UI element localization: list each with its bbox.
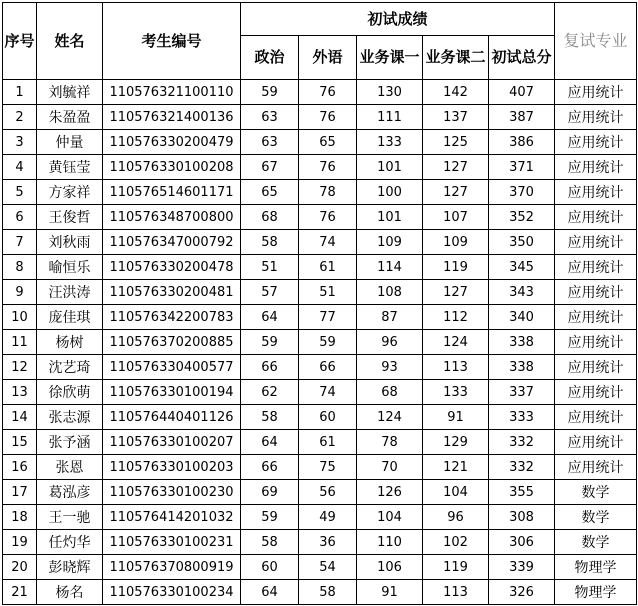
cell-id: 110576330100203: [103, 455, 241, 480]
cell-seq: 21: [3, 580, 37, 605]
cell-id: 110576514601171: [103, 180, 241, 205]
cell-course1: 124: [357, 405, 423, 430]
cell-name: 王俊哲: [37, 205, 103, 230]
cell-politics: 64: [241, 430, 299, 455]
cell-name: 杨树: [37, 330, 103, 355]
cell-politics: 64: [241, 305, 299, 330]
cell-seq: 6: [3, 205, 37, 230]
cell-course2: 109: [423, 230, 489, 255]
cell-course1: 93: [357, 355, 423, 380]
cell-course1: 91: [357, 580, 423, 605]
cell-major: 应用统计: [555, 230, 637, 255]
cell-politics: 59: [241, 505, 299, 530]
table-row: [3, 80, 637, 105]
cell-major: 数学: [555, 480, 637, 505]
cell-language: 76: [299, 105, 357, 130]
cell-politics: 67: [241, 155, 299, 180]
cell-course1: 109: [357, 230, 423, 255]
cell-language: 75: [299, 455, 357, 480]
cell-id: 110576342200783: [103, 305, 241, 330]
table-row: [3, 255, 637, 280]
cell-language: 74: [299, 230, 357, 255]
header-name: 姓名: [37, 3, 103, 80]
cell-language: 66: [299, 355, 357, 380]
cell-id: 110576330100208: [103, 155, 241, 180]
cell-name: 汪洪涛: [37, 280, 103, 305]
cell-politics: 68: [241, 205, 299, 230]
cell-major: 数学: [555, 530, 637, 555]
cell-seq: 13: [3, 380, 37, 405]
cell-politics: 51: [241, 255, 299, 280]
cell-course2: 119: [423, 255, 489, 280]
cell-id: 110576321100110: [103, 80, 241, 105]
cell-course2: 96: [423, 505, 489, 530]
cell-total: 340: [489, 305, 555, 330]
cell-total: 333: [489, 405, 555, 430]
cell-name: 喻恒乐: [37, 255, 103, 280]
cell-id: 110576330100231: [103, 530, 241, 555]
cell-name: 任灼华: [37, 530, 103, 555]
cell-language: 60: [299, 405, 357, 430]
table-row: [3, 580, 637, 605]
cell-seq: 8: [3, 255, 37, 280]
cell-major: 数学: [555, 505, 637, 530]
cell-course1: 68: [357, 380, 423, 405]
cell-major: 应用统计: [555, 405, 637, 430]
cell-seq: 14: [3, 405, 37, 430]
cell-total: 350: [489, 230, 555, 255]
cell-language: 59: [299, 330, 357, 355]
cell-seq: 7: [3, 230, 37, 255]
table-row: [3, 155, 637, 180]
cell-major: 物理学: [555, 580, 637, 605]
cell-politics: 63: [241, 105, 299, 130]
table-row: [3, 505, 637, 530]
header-score-group: 初试成绩: [241, 3, 555, 36]
cell-politics: 60: [241, 555, 299, 580]
cell-seq: 2: [3, 105, 37, 130]
cell-name: 黄钰莹: [37, 155, 103, 180]
cell-course2: 124: [423, 330, 489, 355]
cell-total: 387: [489, 105, 555, 130]
header-course2: 业务课二: [423, 36, 489, 80]
cell-total: 345: [489, 255, 555, 280]
cell-major: 应用统计: [555, 255, 637, 280]
cell-name: 杨名: [37, 580, 103, 605]
cell-course2: 133: [423, 380, 489, 405]
cell-seq: 1: [3, 80, 37, 105]
cell-id: 110576347000792: [103, 230, 241, 255]
cell-politics: 58: [241, 230, 299, 255]
cell-course2: 121: [423, 455, 489, 480]
cell-major: 应用统计: [555, 355, 637, 380]
cell-major: 应用统计: [555, 180, 637, 205]
cell-language: 61: [299, 430, 357, 455]
cell-seq: 10: [3, 305, 37, 330]
cell-course1: 110: [357, 530, 423, 555]
table-row: [3, 130, 637, 155]
cell-course2: 102: [423, 530, 489, 555]
cell-id: 110576440401126: [103, 405, 241, 430]
cell-language: 78: [299, 180, 357, 205]
cell-total: 371: [489, 155, 555, 180]
cell-language: 76: [299, 205, 357, 230]
cell-name: 张恩: [37, 455, 103, 480]
cell-total: 338: [489, 330, 555, 355]
cell-name: 仲量: [37, 130, 103, 155]
cell-politics: 58: [241, 405, 299, 430]
cell-name: 葛泓彦: [37, 480, 103, 505]
table-row: [3, 480, 637, 505]
cell-politics: 63: [241, 130, 299, 155]
cell-name: 徐欣萌: [37, 380, 103, 405]
cell-id: 110576348700800: [103, 205, 241, 230]
cell-language: 76: [299, 80, 357, 105]
cell-total: 337: [489, 380, 555, 405]
cell-major: 应用统计: [555, 155, 637, 180]
cell-name: 王一驰: [37, 505, 103, 530]
cell-seq: 20: [3, 555, 37, 580]
table-row: [3, 355, 637, 380]
cell-course1: 101: [357, 155, 423, 180]
table-row: [3, 280, 637, 305]
cell-seq: 15: [3, 430, 37, 455]
cell-politics: 66: [241, 355, 299, 380]
header-major: 复试专业: [555, 3, 637, 80]
table-row: [3, 305, 637, 330]
cell-seq: 17: [3, 480, 37, 505]
table-row: [3, 530, 637, 555]
cell-seq: 3: [3, 130, 37, 155]
cell-course2: 119: [423, 555, 489, 580]
cell-course1: 126: [357, 480, 423, 505]
cell-id: 110576414201032: [103, 505, 241, 530]
cell-course1: 133: [357, 130, 423, 155]
cell-total: 338: [489, 355, 555, 380]
cell-total: 332: [489, 455, 555, 480]
cell-language: 51: [299, 280, 357, 305]
cell-politics: 62: [241, 380, 299, 405]
cell-language: 61: [299, 255, 357, 280]
table-row: [3, 105, 637, 130]
cell-name: 刘毓祥: [37, 80, 103, 105]
cell-course1: 108: [357, 280, 423, 305]
cell-language: 76: [299, 155, 357, 180]
cell-major: 应用统计: [555, 305, 637, 330]
table-row: [3, 380, 637, 405]
cell-course2: 113: [423, 355, 489, 380]
cell-course1: 78: [357, 430, 423, 455]
cell-course2: 112: [423, 305, 489, 330]
cell-politics: 59: [241, 330, 299, 355]
cell-course2: 127: [423, 180, 489, 205]
cell-total: 306: [489, 530, 555, 555]
cell-course2: 127: [423, 280, 489, 305]
cell-course1: 104: [357, 505, 423, 530]
cell-language: 77: [299, 305, 357, 330]
cell-total: 339: [489, 555, 555, 580]
cell-language: 36: [299, 530, 357, 555]
table-body: [3, 80, 637, 605]
cell-major: 应用统计: [555, 430, 637, 455]
table-row: [3, 455, 637, 480]
score-table: [2, 2, 637, 605]
cell-major: 应用统计: [555, 380, 637, 405]
cell-name: 方家祥: [37, 180, 103, 205]
cell-name: 沈艺琦: [37, 355, 103, 380]
cell-politics: 69: [241, 480, 299, 505]
cell-name: 彭晓辉: [37, 555, 103, 580]
cell-total: 355: [489, 480, 555, 505]
cell-language: 58: [299, 580, 357, 605]
cell-seq: 9: [3, 280, 37, 305]
cell-total: 407: [489, 80, 555, 105]
cell-seq: 4: [3, 155, 37, 180]
cell-language: 54: [299, 555, 357, 580]
cell-id: 110576370800919: [103, 555, 241, 580]
cell-total: 386: [489, 130, 555, 155]
table-row: [3, 180, 637, 205]
cell-course1: 70: [357, 455, 423, 480]
cell-major: 物理学: [555, 555, 637, 580]
cell-total: 352: [489, 205, 555, 230]
table-row: [3, 430, 637, 455]
cell-course2: 125: [423, 130, 489, 155]
cell-course1: 106: [357, 555, 423, 580]
header-id: 考生编号: [103, 3, 241, 80]
cell-id: 110576370200885: [103, 330, 241, 355]
cell-id: 110576330100207: [103, 430, 241, 455]
cell-id: 110576330400577: [103, 355, 241, 380]
cell-politics: 65: [241, 180, 299, 205]
header-course1: 业务课一: [357, 36, 423, 80]
cell-major: 应用统计: [555, 205, 637, 230]
cell-course1: 101: [357, 205, 423, 230]
cell-seq: 19: [3, 530, 37, 555]
cell-language: 74: [299, 380, 357, 405]
cell-course1: 100: [357, 180, 423, 205]
cell-course1: 87: [357, 305, 423, 330]
cell-course2: 104: [423, 480, 489, 505]
cell-name: 张志源: [37, 405, 103, 430]
cell-course1: 111: [357, 105, 423, 130]
cell-total: 308: [489, 505, 555, 530]
table-row: [3, 230, 637, 255]
cell-course2: 107: [423, 205, 489, 230]
cell-language: 49: [299, 505, 357, 530]
cell-course2: 142: [423, 80, 489, 105]
table-row: [3, 555, 637, 580]
table-row: [3, 205, 637, 230]
cell-total: 326: [489, 580, 555, 605]
cell-seq: 18: [3, 505, 37, 530]
cell-id: 110576330100194: [103, 380, 241, 405]
cell-politics: 57: [241, 280, 299, 305]
cell-major: 应用统计: [555, 80, 637, 105]
cell-name: 张予涵: [37, 430, 103, 455]
cell-major: 应用统计: [555, 455, 637, 480]
cell-id: 110576330100230: [103, 480, 241, 505]
cell-course1: 114: [357, 255, 423, 280]
cell-major: 应用统计: [555, 280, 637, 305]
cell-name: 刘秋雨: [37, 230, 103, 255]
cell-language: 56: [299, 480, 357, 505]
table-row: [3, 405, 637, 430]
cell-major: 应用统计: [555, 105, 637, 130]
cell-id: 110576330200478: [103, 255, 241, 280]
cell-id: 110576321400136: [103, 105, 241, 130]
cell-course1: 96: [357, 330, 423, 355]
header-politics: 政治: [241, 36, 299, 80]
cell-course2: 91: [423, 405, 489, 430]
table-row: [3, 330, 637, 355]
cell-id: 110576330100234: [103, 580, 241, 605]
cell-id: 110576330200479: [103, 130, 241, 155]
cell-seq: 11: [3, 330, 37, 355]
cell-name: 朱盈盈: [37, 105, 103, 130]
cell-course2: 137: [423, 105, 489, 130]
cell-politics: 66: [241, 455, 299, 480]
cell-major: 应用统计: [555, 330, 637, 355]
cell-seq: 5: [3, 180, 37, 205]
cell-course2: 127: [423, 155, 489, 180]
cell-course2: 113: [423, 580, 489, 605]
cell-politics: 59: [241, 80, 299, 105]
cell-major: 应用统计: [555, 130, 637, 155]
cell-course2: 129: [423, 430, 489, 455]
cell-seq: 16: [3, 455, 37, 480]
header-total: 初试总分: [489, 36, 555, 80]
cell-language: 65: [299, 130, 357, 155]
cell-total: 343: [489, 280, 555, 305]
cell-total: 370: [489, 180, 555, 205]
cell-name: 庞佳琪: [37, 305, 103, 330]
header-language: 外语: [299, 36, 357, 80]
cell-id: 110576330200481: [103, 280, 241, 305]
cell-politics: 58: [241, 530, 299, 555]
cell-politics: 64: [241, 580, 299, 605]
header-seq: 序号: [3, 3, 37, 80]
cell-seq: 12: [3, 355, 37, 380]
cell-total: 332: [489, 430, 555, 455]
cell-course1: 130: [357, 80, 423, 105]
